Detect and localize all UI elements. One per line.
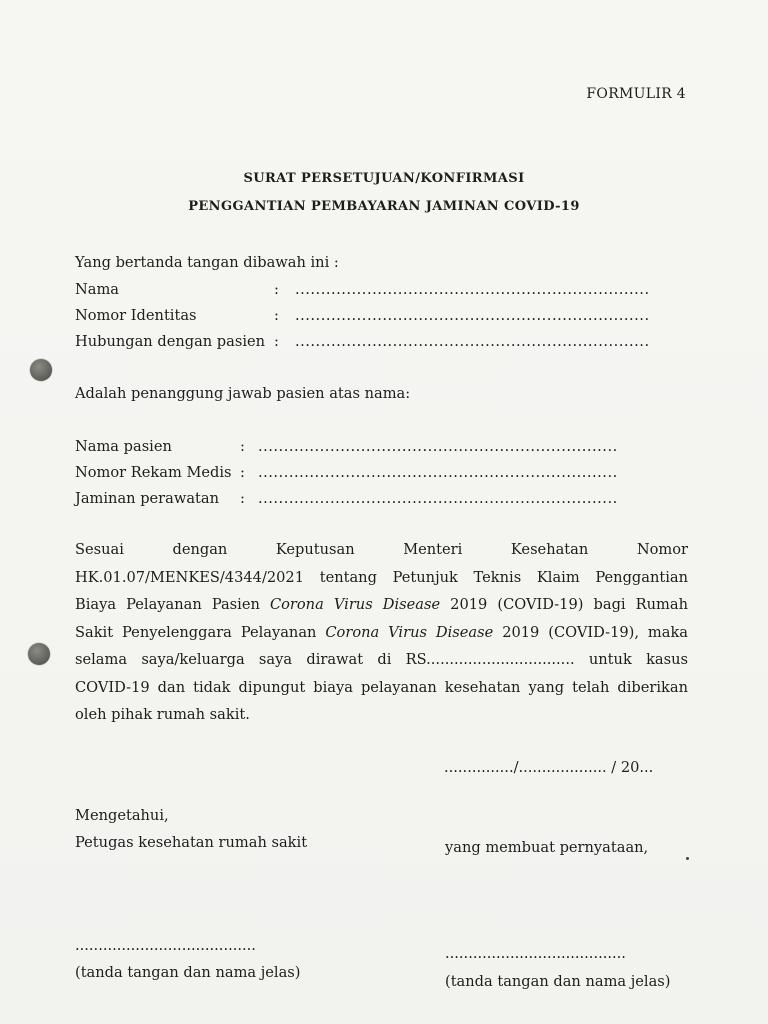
field-colon: :: [274, 333, 279, 350]
signature-blank-right: .......................................: [445, 945, 626, 962]
signature-blank-left: .......................................: [75, 937, 256, 954]
field-row-patient-name: [75, 438, 618, 455]
acknowledged-heading: Mengetahui,: [75, 807, 169, 824]
field-label: Nomor Rekam Medis: [75, 464, 232, 481]
field-label: Nomor Identitas: [75, 307, 197, 324]
intro-text: Yang bertanda tangan dibawah ini :: [75, 254, 339, 271]
signature-caption-right: (tanda tangan dan nama jelas): [445, 973, 671, 990]
responsible-text: Adalah penanggung jawab pasien atas nama:: [75, 385, 411, 402]
field-label: Hubungan dengan pasien: [75, 333, 266, 350]
signature-caption-left: (tanda tangan dan nama jelas): [75, 964, 301, 981]
field-blank: .....................................................................: [295, 281, 650, 298]
field-blank: ......................................................................: [258, 438, 618, 455]
paragraph-line: Sesuai dengan Keputusan Menteri Kesehatan Nomor: [75, 541, 688, 558]
document-subtitle: PENGGANTIAN PEMBAYARAN JAMINAN COVID-19: [188, 199, 580, 214]
field-row-care-coverage: [75, 490, 618, 507]
punch-hole: [30, 359, 52, 381]
paragraph-text: 2019 (COVID-19) bagi Rumah: [440, 596, 688, 613]
paragraph-text: 2019 (COVID-19), maka: [493, 623, 688, 641]
paragraph-line: [75, 591, 688, 619]
paragraph-text: Sakit Penyelenggara Pelayanan: [75, 623, 326, 641]
field-colon: :: [274, 307, 279, 324]
field-row-medical-record: [75, 464, 618, 481]
field-colon: :: [240, 490, 245, 507]
declarant-role: yang membuat pernyataan,: [445, 839, 649, 856]
date-line: .............../................... / 20...: [444, 759, 654, 776]
paragraph-italic-text: Corona Virus Disease: [325, 623, 494, 641]
form-number: FORMULIR 4: [586, 86, 686, 102]
paragraph-line: selama saya/keluarga saya dirawat di RS................................ untuk kasus: [75, 651, 688, 668]
field-label: Nama: [75, 281, 120, 298]
document-title: SURAT PERSETUJUAN/KONFIRMASI: [243, 171, 525, 186]
field-colon: :: [240, 464, 245, 481]
field-row-id-number: [75, 307, 650, 324]
paragraph-line: HK.01.07/MENKES/4344/2021 tentang Petunjuk Teknis Klaim Penggantian: [75, 568, 688, 586]
health-officer-role: Petugas kesehatan rumah sakit: [75, 834, 308, 851]
punch-hole: [28, 643, 50, 665]
paragraph-line: oleh pihak rumah sakit.: [75, 706, 250, 723]
paragraph-italic-text: Corona Virus Disease: [269, 596, 441, 613]
statement-paragraph: [75, 536, 688, 729]
field-row-relationship: [75, 333, 650, 350]
field-row-name: [75, 281, 650, 298]
field-blank: .....................................................................: [295, 333, 650, 350]
field-blank: ......................................................................: [258, 490, 618, 507]
paragraph-line: COVID-19 dan tidak dipungut biaya pelayanan kesehatan yang telah diberikan: [75, 678, 688, 696]
scan-speck: [686, 857, 689, 860]
paragraph-line: [75, 619, 688, 647]
field-colon: :: [240, 438, 245, 455]
field-label: Jaminan perawatan: [75, 490, 220, 507]
field-label: Nama pasien: [75, 438, 172, 455]
paragraph-text: Biaya Pelayanan Pasien: [75, 596, 270, 613]
field-blank: ......................................................................: [258, 464, 618, 481]
field-blank: .....................................................................: [295, 307, 650, 324]
field-colon: :: [274, 281, 279, 298]
